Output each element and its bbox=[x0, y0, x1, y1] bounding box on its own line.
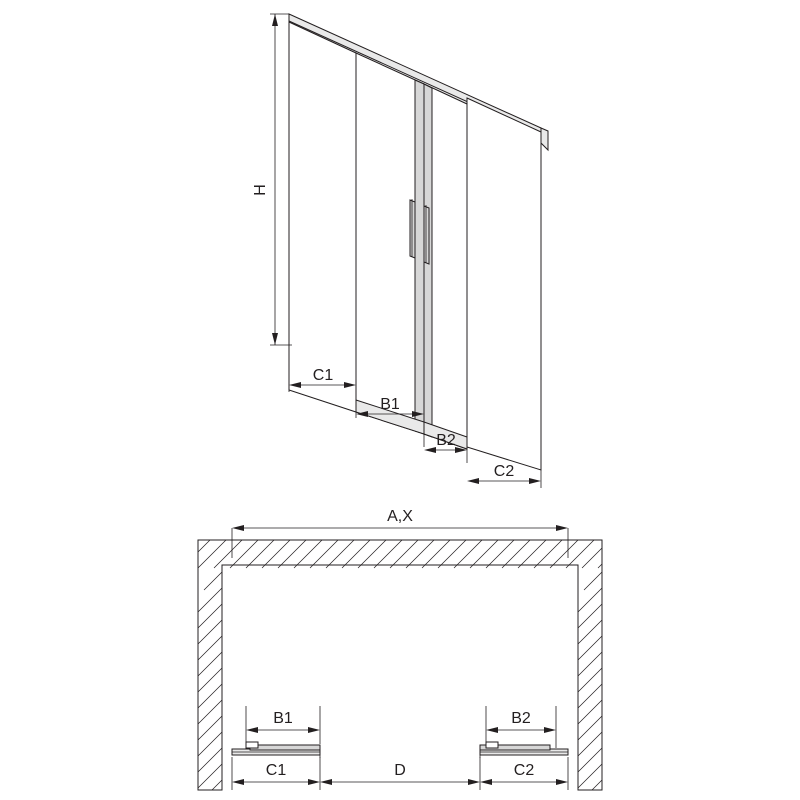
dim-label-plan-c1: C1 bbox=[265, 762, 287, 779]
panel-c2 bbox=[467, 98, 541, 470]
dim-label-plan-overall: A,X bbox=[387, 508, 413, 525]
plan-roller-b2 bbox=[486, 742, 498, 748]
dim-label-plan-b2: B2 bbox=[511, 710, 531, 727]
top-plan-view bbox=[198, 508, 602, 790]
dim-label-height: H bbox=[252, 184, 269, 196]
dim-plan-overall bbox=[232, 508, 568, 558]
plan-roller-b1 bbox=[246, 742, 258, 748]
dim-label-front-b2: B2 bbox=[436, 432, 456, 449]
dim-plan-d bbox=[320, 757, 480, 790]
panel-b2 bbox=[424, 84, 467, 449]
wall-hatching bbox=[198, 540, 602, 568]
dim-label-front-c2: C2 bbox=[493, 463, 515, 480]
front-elevation-view bbox=[252, 14, 548, 488]
dim-label-plan-b1: B1 bbox=[273, 710, 293, 727]
dim-plan-b1 bbox=[246, 706, 320, 744]
dim-plan-c2 bbox=[480, 757, 568, 790]
dim-label-front-c1: C1 bbox=[312, 367, 334, 384]
dim-label-plan-d: D bbox=[394, 762, 406, 779]
dim-label-front-b1: B1 bbox=[380, 396, 400, 413]
plan-track-assembly bbox=[232, 742, 568, 758]
dim-height bbox=[252, 14, 278, 345]
dim-label-plan-c2: C2 bbox=[513, 762, 535, 779]
plan-panel-b1 bbox=[250, 745, 320, 750]
panel-c1 bbox=[289, 22, 356, 412]
dim-plan-c1 bbox=[232, 757, 320, 790]
